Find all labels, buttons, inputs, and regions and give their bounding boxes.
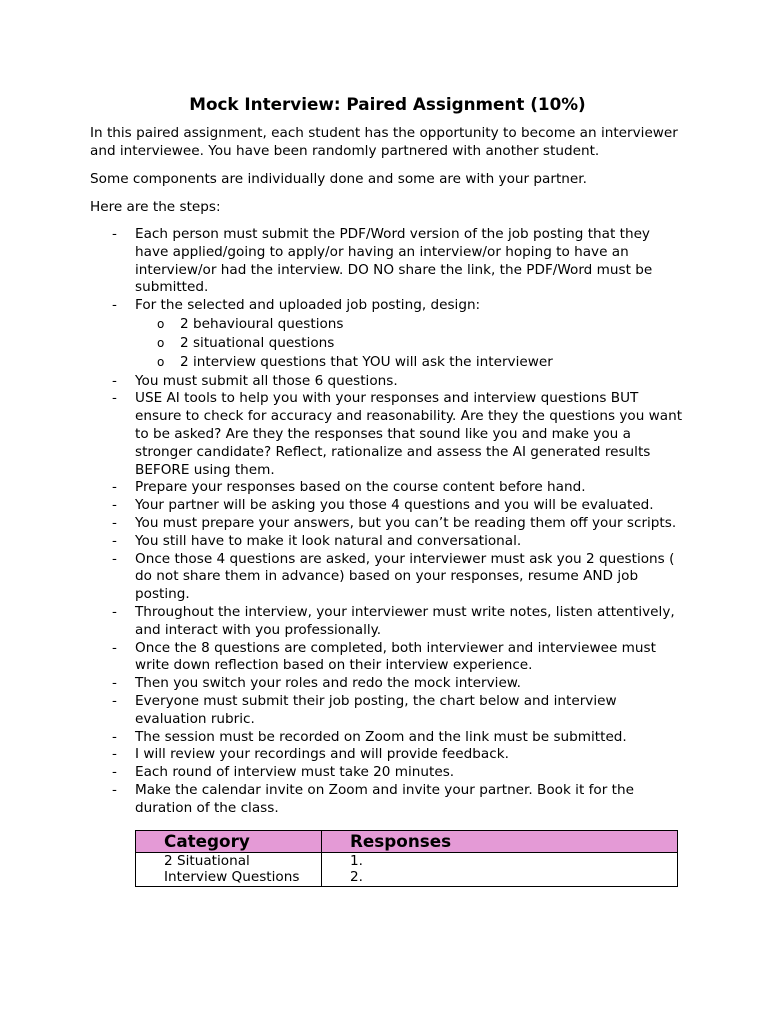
steps-heading: Here are the steps: xyxy=(90,199,221,215)
step-item: - For the selected and uploaded job posting, design: o 2 behavioural questions o 2 situational questions o 2 interview questions that YOU will ask the interviewer xyxy=(90,297,685,372)
dash-bullet: - xyxy=(112,297,117,314)
circle-bullet: o xyxy=(157,316,165,331)
step-item: - Each person must submit the PDF/Word version of the job posting that they have applied/going to apply/or having an interview/or hoping to have an interview/or had the interview. DO NO share the link, the PDF/Word must be submitted. xyxy=(112,226,653,296)
step-item: - You still have to make it look natural and conversational. xyxy=(112,532,522,549)
components-paragraph: Some components are individually done and some are with your partner. xyxy=(90,171,587,187)
responses-header: Responses xyxy=(322,830,678,852)
circle-bullet: o xyxy=(157,355,165,370)
dash-bullet: - xyxy=(112,479,117,496)
responses-cell: 1. 2. xyxy=(322,852,678,886)
document-page xyxy=(90,94,685,887)
step-item: - Each round of interview must take 20 minutes. xyxy=(112,764,455,781)
table-header-row xyxy=(136,830,678,852)
design-sublist xyxy=(135,315,685,373)
dash-bullet: - xyxy=(112,746,117,763)
step-item: - Then you switch your roles and redo the mock interview. xyxy=(112,675,521,692)
dash-bullet: - xyxy=(112,390,117,407)
dash-bullet: - xyxy=(112,728,117,745)
dash-bullet: - xyxy=(112,532,117,549)
dash-bullet: - xyxy=(112,226,117,242)
step-item: - Once the 8 questions are completed, both interviewer and interviewee must write down reflection based on their interview experience. xyxy=(112,639,656,674)
category-header: Category xyxy=(136,830,322,852)
dash-bullet: - xyxy=(112,550,117,567)
dash-bullet: - xyxy=(112,497,117,514)
dash-bullet: - xyxy=(112,603,117,620)
table-row xyxy=(136,852,678,886)
steps-list xyxy=(90,226,685,818)
dash-bullet: - xyxy=(112,372,117,389)
step-item: - Everyone must submit their job posting, the chart below and interview evaluation rubric. xyxy=(112,692,617,727)
step-item: - Once those 4 questions are asked, your interviewer must ask you 2 questions ( do not share them in advance) based on your responses, resume AND job posting. xyxy=(112,550,675,603)
step-item: - You must prepare your answers, but you can’t be reading them off your scripts. xyxy=(112,514,677,531)
dash-bullet: - xyxy=(112,514,117,531)
step-item: - Prepare your responses based on the course content before hand. xyxy=(112,479,586,496)
sub-item: o 2 behavioural questions xyxy=(135,315,685,334)
step-item: - Make the calendar invite on Zoom and invite your partner. Book it for the duration of the class. xyxy=(112,781,634,816)
dash-bullet: - xyxy=(112,764,117,781)
step-item: - USE AI tools to help you with your responses and interview questions BUT ensure to check for accuracy and reasonability. Are they the questions you want to be asked? Are they the responses that sound like you and make you a stronger candidate? Reflect, rationalize and assess the AI generated results BEFORE using them. xyxy=(112,390,683,478)
intro-paragraph: In this paired assignment, each student has the opportunity to become an interviewer and interviewee. You have been randomly partnered with another student. xyxy=(90,125,678,159)
dash-bullet: - xyxy=(112,639,117,656)
step-item: - I will review your recordings and will provide feedback. xyxy=(112,746,509,763)
dash-bullet: - xyxy=(112,675,117,692)
circle-bullet: o xyxy=(157,336,165,351)
step-item: - Your partner will be asking you those 4 questions and you will be evaluated. xyxy=(112,497,654,514)
dash-bullet: - xyxy=(112,781,117,798)
document-title: Mock Interview: Paired Assignment (10%) xyxy=(189,94,586,114)
dash-bullet: - xyxy=(112,692,117,709)
step-item: - You must submit all those 6 questions. xyxy=(112,372,398,389)
sub-item: o 2 situational questions xyxy=(135,334,685,353)
step-item: - The session must be recorded on Zoom and the link must be submitted. xyxy=(112,728,627,745)
category-cell: 2 Situational Interview Questions xyxy=(136,852,322,886)
sub-item: o 2 interview questions that YOU will ask the interviewer xyxy=(135,353,685,372)
questions-table xyxy=(135,830,678,887)
step-item: - Throughout the interview, your interviewer must write notes, listen attentively, and interact with you professionally. xyxy=(112,603,675,638)
